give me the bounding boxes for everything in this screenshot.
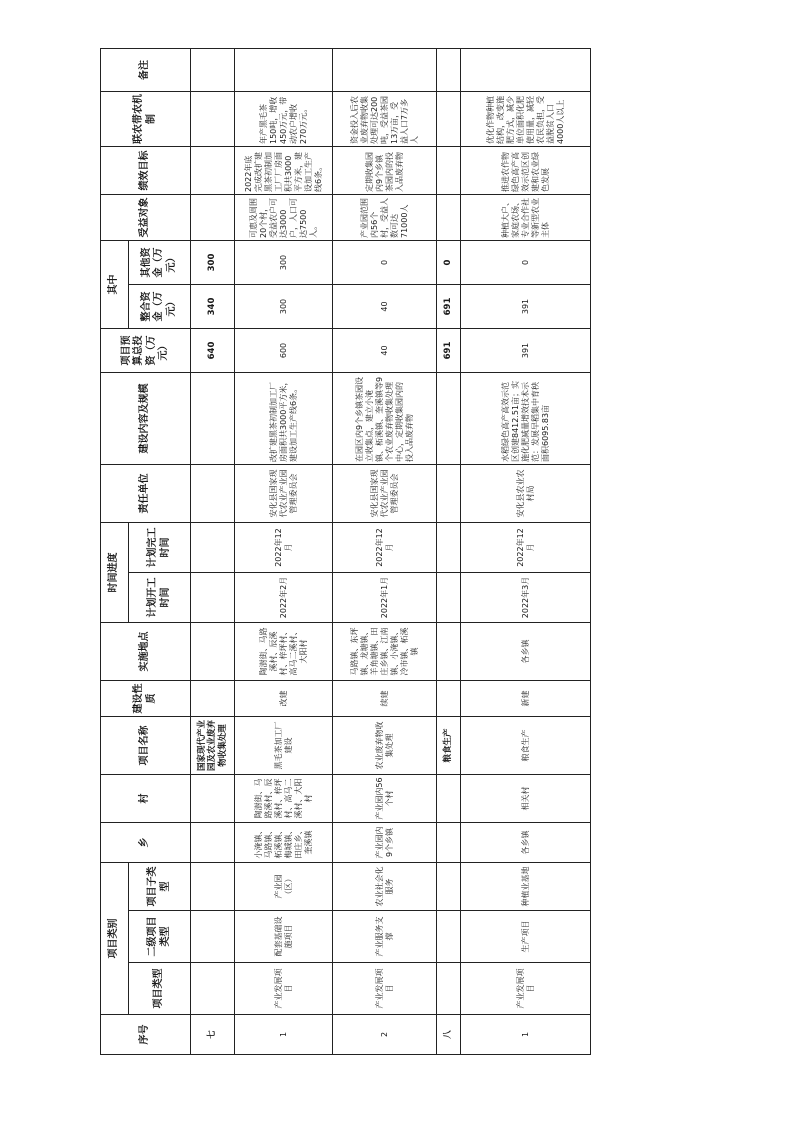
cell-start: 2022年3月 (461, 573, 591, 623)
cell-village (191, 775, 235, 823)
cell-other: 0 (461, 241, 591, 285)
cell-integrated: 340 (191, 285, 235, 329)
cell-type2: 产业服务支撑 (333, 911, 437, 963)
cell-mechanism (437, 92, 461, 147)
cell-seq: 2 (333, 1015, 437, 1055)
table-row (437, 49, 461, 1055)
cell-unit (191, 465, 235, 523)
cell-mechanism: 年产黑毛茶150吨，增收450万元，带动农户增收270万元。 (235, 92, 333, 147)
header-location: 实施地点 (101, 623, 191, 681)
cell-unit (437, 465, 461, 523)
cell-type1 (191, 963, 235, 1015)
cell-start (191, 573, 235, 623)
cell-location: 马路镇、东坪镇、龙塘镇、羊角塘镇、田庄乡镇、江南镇、小淹镇、冷市镇、柘溪镇 (333, 623, 437, 681)
cell-town: 产业园内9个乡镇 (333, 823, 437, 863)
header-total: 项目预算总投资（万元） (101, 329, 191, 373)
cell-village (437, 775, 461, 823)
header-among: 其中 (101, 241, 129, 329)
table-row (333, 49, 437, 1055)
cell-beneficiary: 种植大户、家庭农场、专业合作社等新型农业主体 (461, 195, 591, 241)
header-unit: 责任单位 (101, 465, 191, 523)
cell-note (437, 49, 461, 92)
cell-note (461, 49, 591, 92)
cell-end (437, 523, 461, 573)
cell-other: 300 (191, 241, 235, 285)
cell-town (191, 823, 235, 863)
header-nature: 建设性质 (101, 681, 191, 717)
cell-end: 2022年12月 (333, 523, 437, 573)
cell-type3: 农业社会化服务 (333, 863, 437, 911)
cell-town: 小淹镇、马路镇、柘溪镇、梅城镇、田庄乡、奎溪镇 (235, 823, 333, 863)
table-row (235, 49, 333, 1055)
cell-goal: 推进农作物绿色高产高效示范区创建和农业绿色发展 (461, 147, 591, 195)
project-table (100, 48, 591, 1055)
header-type3: 项目子类型 (129, 863, 191, 911)
cell-nature (437, 681, 461, 717)
cell-scale: 改扩建黑茶初制加工厂房面积共3000平方米，建设加工生产线6条。 (235, 373, 333, 465)
cell-nature: 改建 (235, 681, 333, 717)
header-end: 计划完工时间 (129, 523, 191, 573)
header-mechanism: 联农带农机制 (101, 92, 191, 147)
header-seq: 序号 (101, 1015, 191, 1055)
table-row (191, 49, 235, 1055)
table-row (461, 49, 591, 1055)
cell-name: 粮食生产 (461, 717, 591, 775)
cell-total: 600 (235, 329, 333, 373)
cell-location: 各乡镇 (461, 623, 591, 681)
header-scale: 建设内容及规模 (101, 373, 191, 465)
cell-type2 (437, 911, 461, 963)
header-integrated: 整合资金（万元） (129, 285, 191, 329)
header-other: 其他资金（万元） (129, 241, 191, 285)
cell-type3 (437, 863, 461, 911)
cell-village: 相关村 (461, 775, 591, 823)
cell-unit: 安化县农业农村局 (461, 465, 591, 523)
cell-type3 (191, 863, 235, 911)
cell-other: 0 (333, 241, 437, 285)
cell-mechanism: 优化作物种植结构，改变施肥方式，减少单位面积化肥使用量，减轻农民负担，受益脱贫人口4000人以上 (461, 92, 591, 147)
cell-type1: 产业发展项目 (235, 963, 333, 1015)
cell-type2: 生产项目 (461, 911, 591, 963)
header-beneficiary: 受益对象 (101, 195, 191, 241)
cell-village: 产业园内56个村 (333, 775, 437, 823)
cell-type1: 产业发展项目 (461, 963, 591, 1015)
cell-scale (437, 373, 461, 465)
header-category: 项目类别 (101, 863, 129, 1015)
cell-note (333, 49, 437, 92)
cell-start (437, 573, 461, 623)
cell-name: 农业废弃物收集处理 (333, 717, 437, 775)
cell-location (191, 623, 235, 681)
cell-type2: 配套基础设施项目 (235, 911, 333, 963)
header-start: 计划开工时间 (129, 573, 191, 623)
cell-start: 2022年2月 (235, 573, 333, 623)
cell-total: 640 (191, 329, 235, 373)
cell-location: 陶澍街、马路溪村、辰溪村、梓坪村、高马二溪村、大阳村 (235, 623, 333, 681)
cell-scale (191, 373, 235, 465)
cell-integrated: 691 (437, 285, 461, 329)
cell-total: 40 (333, 329, 437, 373)
cell-integrated: 391 (461, 285, 591, 329)
cell-type1 (437, 963, 461, 1015)
cell-name: 粮食生产 (437, 717, 461, 775)
cell-beneficiary (437, 195, 461, 241)
header-goal: 绩效目标 (101, 147, 191, 195)
cell-seq: 1 (235, 1015, 333, 1055)
cell-goal: 定期收集园内9个乡镇茶园内的投入品废弃物 (333, 147, 437, 195)
cell-type3: 产业园（区） (235, 863, 333, 911)
header-village: 村 (101, 775, 191, 823)
cell-end (191, 523, 235, 573)
cell-start: 2022年1月 (333, 573, 437, 623)
cell-goal (437, 147, 461, 195)
cell-name: 黑毛茶加工厂建设 (235, 717, 333, 775)
header-type1: 项目类型 (129, 963, 191, 1015)
cell-mechanism: 资金投入后农业废弃物收集处理可达200吨，受益茶园13万亩，受益人口7万多人 (333, 92, 437, 147)
cell-type3: 种植业基地 (461, 863, 591, 911)
cell-goal (191, 147, 235, 195)
cell-scale: 水稻绿色高产高效示范区创建8412.51亩；实施化肥减量增效技术示范：发展早稻集中育秧面积6095.83亩 (461, 373, 591, 465)
cell-nature (191, 681, 235, 717)
cell-note (235, 49, 333, 92)
cell-other: 0 (437, 241, 461, 285)
cell-integrated: 300 (235, 285, 333, 329)
cell-total: 691 (437, 329, 461, 373)
cell-nature: 续建 (333, 681, 437, 717)
cell-other: 300 (235, 241, 333, 285)
header-schedule: 时间进度 (101, 523, 129, 623)
cell-unit: 安化县国家现代农业产业园管理委员会 (333, 465, 437, 523)
cell-end: 2022年12月 (235, 523, 333, 573)
cell-beneficiary (191, 195, 235, 241)
rotated-table-page (100, 60, 590, 1055)
cell-integrated: 40 (333, 285, 437, 329)
cell-goal: 2022年底完成改扩建黑茶初制加工厂厂房面积共3000平方米，建设加工生产线6条。 (235, 147, 333, 195)
cell-town (437, 823, 461, 863)
header-type2: 二级项目类型 (129, 911, 191, 963)
cell-note (191, 49, 235, 92)
cell-nature: 新建 (461, 681, 591, 717)
cell-beneficiary: 可惠及周围20个村，受益农户可达3000户，人口可达7500人。 (235, 195, 333, 241)
cell-seq: 七 (191, 1015, 235, 1055)
cell-type1: 产业发展项目 (333, 963, 437, 1015)
cell-end: 2022年12月 (461, 523, 591, 573)
header-town: 乡 (101, 823, 191, 863)
cell-type2 (191, 911, 235, 963)
header-name: 项目名称 (101, 717, 191, 775)
cell-beneficiary: 产业园范围内56个村，受益人数可达71000人 (333, 195, 437, 241)
cell-village: 陶澍街、马路溪村、辰溪村、梓坪村、高马二溪村、大阳村 (235, 775, 333, 823)
cell-seq: 八 (437, 1015, 461, 1055)
cell-unit: 安化县国家现代农业产业园管理委员会 (235, 465, 333, 523)
header-note: 备注 (101, 49, 191, 92)
cell-total: 391 (461, 329, 591, 373)
cell-mechanism (191, 92, 235, 147)
cell-location (437, 623, 461, 681)
cell-name: 国家现代产业园及农业废弃物收集处理 (191, 717, 235, 775)
cell-scale: 在园区内9个乡镇茶园设立收集点，建立小淹镇、柘溪镇、奎溪镇等9个农业废弃物收集处理中心，定期收集园内的投入品废弃物 (333, 373, 437, 465)
cell-seq: 1 (461, 1015, 591, 1055)
cell-town: 各乡镇 (461, 823, 591, 863)
